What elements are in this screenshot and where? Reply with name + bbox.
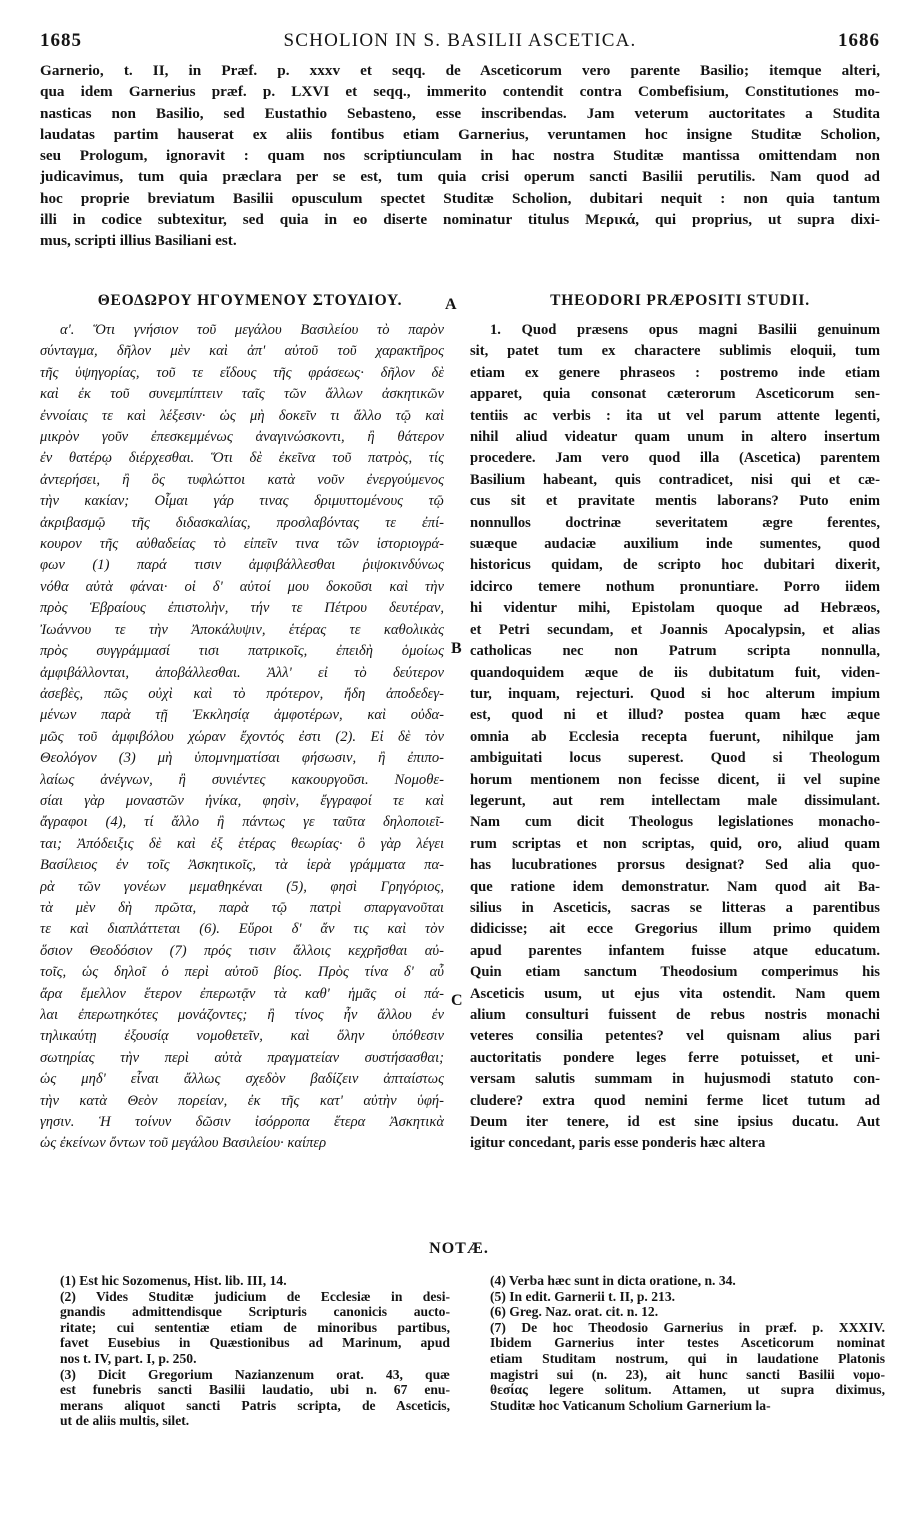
latin-line: legerunt, aut rem intellectam male dissimulant. — [470, 792, 880, 809]
latin-line: omnia ab Ecclesia recepta fuerunt, nihilque jam — [470, 728, 880, 745]
intro-line: laudatas partim hauserat ex aliis fontibus etiam Garnerius, veruntamen hoc insigne Studitæ Scholion, — [40, 125, 880, 143]
latin-line: didicisse; ait ecce Gregorius illum primo quidem — [470, 921, 880, 938]
greek-line: ἄγραφοι (4), τί ἄλλο ἢ πάντως γε ταῦτα δηλοποιεῖ- — [40, 814, 444, 831]
footnote — [60, 1289, 450, 1367]
latin-line: est, quod ni et illud? postea quam hæc æque — [470, 707, 880, 724]
footnote-line: (4) Verba hæc sunt in dicta oratione, n. 34. — [490, 1273, 736, 1288]
latin-line: suæque audaciæ auxilium inde sumentes, quod — [470, 536, 880, 553]
notes-left-column — [60, 1273, 450, 1429]
latin-line: etiam ex genere phraseos : postremo inde etiam — [470, 364, 880, 381]
latin-line: Basilium habeant, quis contradicet, nisi qui et cæ- — [470, 471, 880, 488]
footnote-line: Studitæ hoc Vaticanum Scholium Garnerium la- — [490, 1397, 771, 1413]
intro-line: illi in codice subtexitur, sed quia in eo diserte nominatur titulus Μερικά, qui proprius, ut supra dixi- — [40, 211, 880, 229]
latin-text-column — [470, 320, 880, 1155]
greek-line: πρὸς συγγράμμασί τισι πατρικοῖς, ἐπειδὴ ὁμοίως — [40, 643, 444, 660]
section-marker-c: C — [451, 992, 463, 1009]
greek-line: Ἰωάννου τε τὴν Ἀποκάλυψιν, ἑτέρας τε καθολικὰς — [40, 621, 444, 638]
latin-line: igitur concedant, paris esse ponderis hæc altera — [470, 1135, 766, 1152]
latin-line: silius in Asceticis, sacras se litteras a parentibus — [470, 899, 880, 916]
greek-line: τοῖς, ὡς δηλοῖ ὁ περὶ αὐτοῦ βίος. Πρὸς τίνα δ' αὖ — [40, 964, 444, 981]
footnote-line: ut de aliis multis, silet. — [60, 1413, 190, 1429]
footnote-line: (1) Est hic Sozomenus, Hist. lib. III, 14. — [60, 1273, 287, 1288]
latin-line: quandoquidem æque de iis dubitatum fuit, viden- — [470, 664, 880, 681]
greek-line: τὰ μὲν δὴ πρῶτα, παρὰ τῷ πατρὶ σπαργανοῦται — [40, 899, 444, 916]
greek-line: Θεολόγον (3) μὴ ὑπομνηματίσαι φήσωσιν, ἢ ἐπιπο- — [40, 750, 444, 767]
latin-line: rum scriptas et non scriptas, quid, oro, aliud quam — [470, 835, 880, 852]
footnote-line: θεσίας legere solitum. Attamen, ut supra diximus, — [490, 1382, 885, 1398]
running-title: SCHOLION IN S. BASILII ASCETICA. — [283, 30, 637, 51]
greek-line: μένων παρὰ τῇ Ἐκκλησίᾳ ἀμφοτέρων, καὶ οὐδα- — [40, 707, 444, 724]
greek-line: ἀντερήσει, ἢ ὃς τυφλώττοι κατὰ νοῦν ἐνεργούμενος — [40, 471, 444, 488]
footnote-line: Ibidem Garnerius inter testes Asceticorum nominat — [490, 1335, 885, 1351]
greek-line: λαι ἐπερωτηκότες μονάζοντες; ἢ τίνος ἦν ἄλλου ἐν — [40, 1007, 444, 1023]
greek-line: νόθα αὐτὰ φάναι· οἱ δ' αὐτοί μου δοκοῦσι καὶ τὴν — [40, 578, 444, 595]
latin-line: cludere? extra quod nemini ferme licet tutum ad — [470, 1092, 880, 1109]
footnote-line: gnandis admittendisque Scripturis canonicis aucto- — [60, 1304, 450, 1320]
greek-line: σίαι γὰρ μοναστῶν ἠνίκα, φησὶν, ἔγγραφοί τε καὶ — [40, 792, 444, 809]
latin-line: Deum iter tenere, id est sine ipsius ducatu. Aut — [470, 1114, 880, 1131]
greek-line: καὶ ἐκ τοῦ συνεμπίπτειν ταῖς τῶν ἄλλων ἀσκητικῶν — [40, 386, 444, 403]
greek-line: γησιν. Ἡ τοίνυν δῶσιν ἰσόρροπα ἕτερα Ἀσκητικὰ — [40, 1114, 444, 1131]
greek-line: ἐν θατέρῳ διέρχεσθαι. Ὅτι δὲ ἐκεῖνα τοῦ πατρὸς, τίς — [40, 450, 444, 467]
latin-line: Quin etiam sanctum Theodosium comperimus his — [470, 964, 880, 981]
notes-heading: NOTÆ. — [429, 1240, 489, 1257]
greek-line: ἀμφιβάλλονται, ἀποβάλλεσθαι. Ἀλλ' εἰ τὸ δεύτερον — [40, 664, 444, 681]
greek-line: ὡς ἐκείνων ὄντων τοῦ μεγάλου Βασιλείου· καίπερ — [40, 1135, 327, 1152]
footnote-line: (5) In edit. Garnerii t. II, p. 213. — [490, 1288, 676, 1304]
footnote — [60, 1273, 450, 1289]
greek-line: σύνταγμα, δῆλον μὲν καὶ ἀπ' αὐτοῦ τοῦ χαρακτῆρος — [40, 343, 444, 360]
intro-line: hoc proprie breviatum Basilii opusculum spectet Studitæ Scholion, dubitari nequit : non quia tantum — [40, 189, 880, 207]
footnote — [490, 1320, 885, 1414]
footnote — [60, 1367, 450, 1429]
footnote — [490, 1304, 885, 1320]
section-marker-a: A — [445, 296, 457, 313]
latin-line: que ratione idem demonstratur. Nam quod ait Ba- — [470, 878, 880, 895]
greek-text-column — [40, 320, 444, 1155]
footnote-line: est funebris sancti Basilii laudatio, ubi n. 67 enu- — [60, 1382, 450, 1398]
intro-line: qua idem Garnerius præf. p. LXVI et seqq., immerito contendit contra Combefisium, Constitutiones mo- — [40, 83, 880, 101]
greek-line: ἐννοίαις τε καὶ λέξεσιν· ὡς μὴ δοκεῖν τι ἄλλο τῷ καὶ — [40, 407, 444, 424]
greek-line: μῶς τοῦ ἀμφιβόλου χώραν ἔχοντός ἐστι (2). Εἰ δὲ τὸν — [40, 728, 444, 745]
latin-line: Nam cum dicit Theologus legislationes monacho- — [470, 814, 880, 831]
greek-line: σωτηρίας τὴν περὶ αὐτὰ πραγματείαν συστήσασθαι; — [40, 1049, 444, 1066]
notes-right-column — [490, 1273, 885, 1413]
latin-line: horum mentionem non fecisse dicent, ii vel supine — [470, 771, 880, 788]
latin-line: sit, patet tum ex charactere sublimis eloquii, tum — [470, 343, 880, 360]
latin-line: catholicas nec non Patrum scripta nonnulla, — [470, 643, 880, 660]
intro-line: judicavimus, tum quia præclara per se est, tum quia crisi operum sancti Basilii perutilis. Nam quod ad — [40, 168, 880, 186]
section-marker-b: B — [451, 640, 462, 657]
latin-line: cus sit et pravitate mentis laborans? Puto enim — [470, 493, 880, 510]
latin-line: ambiguitati locus superest. Quod si Theologum — [470, 750, 880, 767]
greek-column-heading: ΘΕΟΔΩΡΟΥ ΗΓΟΥΜΕΝΟΥ ΣΤΟΥΔΙΟΥ. — [97, 292, 403, 309]
page-number-right: 1686 — [838, 30, 880, 51]
footnote-line: (3) Dicit Gregorium Nazianzenum orat. 43, quæ — [60, 1366, 450, 1382]
footnote-line: magistri sui (n. 23), ait hunc sancti Basilii νομο- — [490, 1366, 885, 1382]
latin-line: veteres consilia petentes? vel quisnam alius pari — [470, 1028, 880, 1045]
latin-line: has lucubrationes prorsus designat? Sed alia quo- — [470, 857, 880, 874]
greek-line: τηλικαύτῃ ἐξουσίᾳ νομοθετεῖν, καὶ ὅλην ὑπόθεσιν — [40, 1028, 444, 1045]
latin-line: hi videntur mihi, Epistolam quoque ad Hebræos, — [470, 600, 880, 617]
latin-line: auctoritatis pondere leges ferre potuisset, et uni- — [470, 1049, 880, 1066]
latin-line: tur, inquam, rejecturi. Quod si hoc alterum impium — [470, 685, 880, 702]
greek-line: ὡς μηδ' εἶναι ἄλλως σχεδὸν βαδίζειν ἀπταίστως — [40, 1071, 444, 1088]
greek-line: ται; Ἀπόδειξις δὲ καὶ ἐξ ἑτέρας θεωρίας· ὃ γὰρ λέγει — [40, 835, 444, 852]
greek-line: τε καὶ διαπλάττεται (6). Εὕροι δ' ἄν τις καὶ τὸν — [40, 921, 444, 938]
greek-line: φων (1) παρά τισιν ἀμφιβάλλεσθαι ῥιψοκινδύνως — [40, 557, 444, 574]
latin-line: tentiis ac verbis : ita ut vel parum attente legenti, — [470, 407, 880, 424]
footnote-line: (6) Greg. Naz. orat. cit. n. 12. — [490, 1304, 659, 1320]
greek-line: τῆς ὑψηγορίας, τοῦ τε εἴδους τῆς φράσεως· δῆλον δὲ — [40, 364, 444, 381]
footnote-line: (7) De hoc Theodosio Garnerius in præf. p. XXXIV. — [490, 1319, 885, 1335]
footnote-line: nos t. IV, part. I, p. 250. — [60, 1350, 197, 1366]
footnote-line: merans aliquot sancti Patris scripta, de Asceticis, — [60, 1397, 450, 1413]
footnote-line: ritate; cui sententiæ etiam de minoribus partibus, — [60, 1319, 450, 1335]
latin-column-heading: THEODORI PRÆPOSITI STUDII. — [550, 292, 810, 309]
greek-line: ἀσεβὲς, πῶς οὐχὶ καὶ τὸ πρότερον, ἤδη ἀποδεδεγ- — [40, 685, 444, 702]
latin-line: 1. Quod præsens opus magni Basilii genuinum — [490, 322, 880, 338]
latin-line: et Petri secundam, et Joannis Apocalypsin, et alias — [470, 621, 880, 638]
greek-line: ὅσιον Θεοδόσιον (7) πρός τισιν ἄλλοις κεχρῆσθαι αὐ- — [40, 942, 444, 959]
running-header — [40, 30, 880, 56]
footnote-line: etiam Studitam nostrum, qui in laudatione Platonis — [490, 1350, 885, 1366]
intro-line: Garnerio, t. II, in Præf. p. xxxv et seqq. de Asceticorum vero parente Basilio; itemque alteri, — [40, 62, 880, 79]
latin-line: alium consulturi fuissent de rebus nostris monachi — [470, 1007, 880, 1023]
page-number-left: 1685 — [40, 30, 82, 51]
greek-line: τὴν κατὰ Θεὸν πορείαν, ἐκ τῆς κατ' αὐτὴν ὑφή- — [40, 1092, 444, 1109]
latin-line: versam salutis summam in hujusmodi statuto con- — [470, 1071, 880, 1088]
intro-line: seu Prologum, ignoravit : quam nos scriptiunculam in hac nostra Studitæ mantissa omittendam non — [40, 147, 880, 165]
greek-line: τὴν κακίαν; Οἶμαι γάρ τινας δριμυττομένους τῷ — [40, 493, 444, 510]
intro-line: nasticas non Basilio, sed Eustathio Sebasteno, esse inscribendas. Jam veterum auctoritates a Studita — [40, 104, 880, 122]
latin-line: idcirco temere nothum pronuntiare. Porro iidem — [470, 578, 880, 595]
latin-line: nonnullos doctrinæ severitatem ægre ferentes, — [470, 514, 880, 531]
footnote — [490, 1289, 885, 1305]
latin-line: procedere. Jam vero quod illa (Ascetica) parentem — [470, 450, 880, 467]
greek-line: λαίως ἀνέγνων, ἢ συνιέντες κακουργοῦσι. Νομοθε- — [40, 771, 444, 788]
greek-line: ρὰ τῶν γονέων μεμαθηκέναι (5), φησὶ Γρηγόριος, — [40, 878, 444, 895]
latin-line: apparet, quia consonat cæterorum Asceticorum sen- — [470, 386, 880, 403]
latin-line: historicus quidam, de scripto hoc dubitari dixerit, — [470, 557, 880, 574]
greek-line: πρὸς Ἑβραίους ἐπιστολὴν, τήν τε Πέτρου δευτέραν, — [40, 600, 444, 617]
footnote — [490, 1273, 885, 1289]
greek-line: Βασίλειος ἐν τοῖς Ἀσκητικοῖς, τὰ ἱερὰ γράμματα πα- — [40, 857, 444, 874]
latin-line: Asceticis usum, ut ejus vita ostendit. Nam quem — [470, 985, 880, 1002]
greek-line: ἀκριβασμῷ τῆς διδασκαλίας, προσλαβόντας τε ἐπί- — [40, 514, 444, 531]
footnote-line: favet Eusebius in Quæstionibus ad Marinum, apud — [60, 1335, 450, 1351]
greek-line: κουρον τῆς αὐθαδείας τὸ εἰπεῖν τινα τῶν ἱστοριογρά- — [40, 536, 444, 553]
intro-line: mus, scripti illius Basiliani est. — [40, 232, 237, 250]
greek-line: α'. Ὅτι γνήσιον τοῦ μεγάλου Βασιλείου τὸ παρὸν — [60, 322, 444, 338]
greek-line: μικρὸν γοῦν ἐπεσκεμμένως ἀναγινώσκοντι, ἢ θάτερον — [40, 429, 444, 446]
latin-line: apud parentes infantem fuisse atque educatum. — [470, 942, 880, 959]
footnote-line: (2) Vides Studitæ judicium de Ecclesiæ in desi- — [60, 1288, 450, 1304]
greek-line: ἄρα ἔμελλον ἕτερον ἐπερωτᾷν τὰ καθ' ἡμᾶς οἱ πά- — [40, 985, 444, 1002]
intro-paragraph — [40, 60, 880, 252]
latin-line: nihil aliud videatur quam unum in altero insertum — [470, 429, 880, 446]
